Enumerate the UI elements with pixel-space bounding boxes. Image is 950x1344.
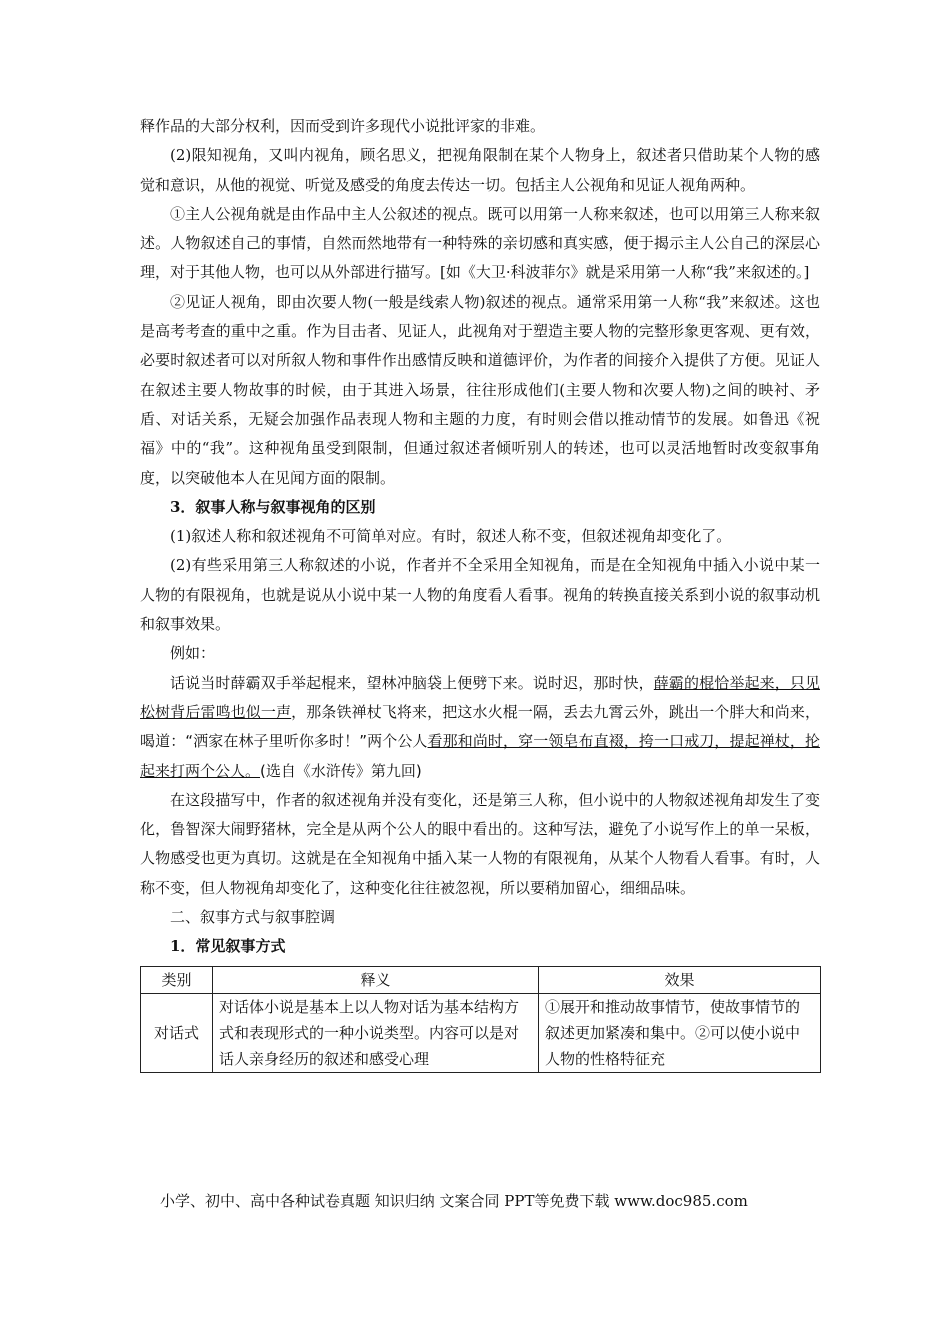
column-header: 释义 bbox=[213, 966, 539, 993]
paragraph: 例如： bbox=[170, 644, 216, 663]
table-header-row bbox=[141, 966, 821, 993]
paragraph: (2)限知视角，又叫内视角，顾名思义，把视角限制在某个人物身上，叙述者只借助某个人物的感觉和意识，从他的视觉、听觉及感受的角度去传达一切。包括主人公视角和见证人视角两种。 bbox=[140, 146, 820, 194]
subsection-heading: 1．常见叙事方式 bbox=[170, 937, 286, 956]
quote-source: (选自《水浒传》第九回) bbox=[260, 761, 422, 780]
quoted-excerpt bbox=[140, 669, 820, 786]
table-row bbox=[141, 993, 821, 1072]
paragraph: 释作品的大部分权利，因而受到许多现代小说批评家的非难。 bbox=[140, 117, 546, 135]
paragraph: (2)有些采用第三人称叙述的小说，作者并不全采用全知视角，而是在全知视角中插入小说中某一人物的有限视角，也就是说从小说中某一人物的角度看人看事。视角的转换直接关系到小说的叙事动机和叙事效果。 bbox=[140, 556, 820, 634]
page-footer: 小学、初中、高中各种试卷真题 知识归纳 文案合同 PPT等免费下载 www.doc985.com bbox=[160, 1192, 748, 1210]
quote-underlined-text: 看那和尚时，穿一领皂布直裰，挎一口戒刀，提起禅杖，抡起来打两个公人。 bbox=[140, 732, 820, 780]
section-heading: 3．叙事人称与叙事视角的区别 bbox=[170, 497, 376, 516]
narrative-methods-table bbox=[140, 966, 821, 1073]
paragraph: ①主人公视角就是由作品中主人公叙述的视点。既可以用第一人称来叙述，也可以用第三人称来叙述。人物叙述自己的事情，自然而然地带有一种特殊的亲切感和真实感，便于揭示主人公自己的深层心理，对于其他人物，也可以从外部进行描写。[如《大卫·科波菲尔》就是采用第一人称“我”来叙述的。] bbox=[140, 204, 820, 282]
table-cell-category: 对话式 bbox=[141, 993, 213, 1072]
paragraph: 在这段描写中，作者的叙述视角并没有变化，还是第三人称，但小说中的人物叙述视角却发生了变化，鲁智深大闹野猪林，完全是从两个公人的眼中看出的。这种写法，避免了小说写作上的单一呆板，人物感受也更为真切。这就是在全知视角中插入某一人物的有限视角，从某个人物看人看事。有时，人称不变，但人物视角却变化了，这种变化往往被忽视，所以要稍加留心，细细品味。 bbox=[140, 790, 820, 897]
section-heading: 二、叙事方式与叙事腔调 bbox=[170, 908, 336, 927]
table-cell-effect: ①展开和推动故事情节，使故事情节的叙述更加紧凑和集中。②可以使小说中人物的性格特征充 bbox=[539, 993, 821, 1072]
quote-text: 话说当时薛霸双手举起棍来，望林冲脑袋上便劈下来。说时迟，那时快， bbox=[170, 673, 654, 692]
quote-text: ，那条铁禅杖飞将来，把这水火棍一隔，丢去九霄云外，跳出一个胖大和尚来，喝道：“洒家在林子里听你多时！”两个公人 bbox=[140, 702, 820, 751]
column-header: 类别 bbox=[141, 966, 213, 993]
column-header: 效果 bbox=[539, 966, 821, 993]
quote-underlined-text: 薛霸的棍恰举起来，只见松树背后雷鸣也似一声 bbox=[140, 673, 820, 721]
paragraph: (1)叙述人称和叙述视角不可简单对应。有时，叙述人称不变，但叙述视角却变化了。 bbox=[170, 527, 732, 546]
table-cell-definition: 对话体小说是基本上以人物对话为基本结构方式和表现形式的一种小说类型。内容可以是对话人亲身经历的叙述和感受心理 bbox=[213, 993, 539, 1072]
document-body bbox=[140, 112, 820, 1073]
paragraph: ②见证人视角，即由次要人物(一般是线索人物)叙述的视点。通常采用第一人称“我”来叙述。这也是高考考查的重中之重。作为目击者、见证人，此视角对于塑造主要人物的完整形象更客观、更有效，必要时叙述者可以对所叙人物和事件作出感情反映和道德评价，为作者的间接介入提供了方便。见证人在叙述主要人物故事的时候，由于其进入场景，往往形成他们(主要人物和次要人物)之间的映衬、矛盾、对话关系，无疑会加强作品表现人物和主题的力度，有时则会借以推动情节的发展。如鲁迅《祝福》中的“我”。这种视角虽受到限制，但通过叙述者倾听别人的转述，也可以灵活地暂时改变叙事角度，以突破他本人在见闻方面的限制。 bbox=[140, 292, 820, 487]
